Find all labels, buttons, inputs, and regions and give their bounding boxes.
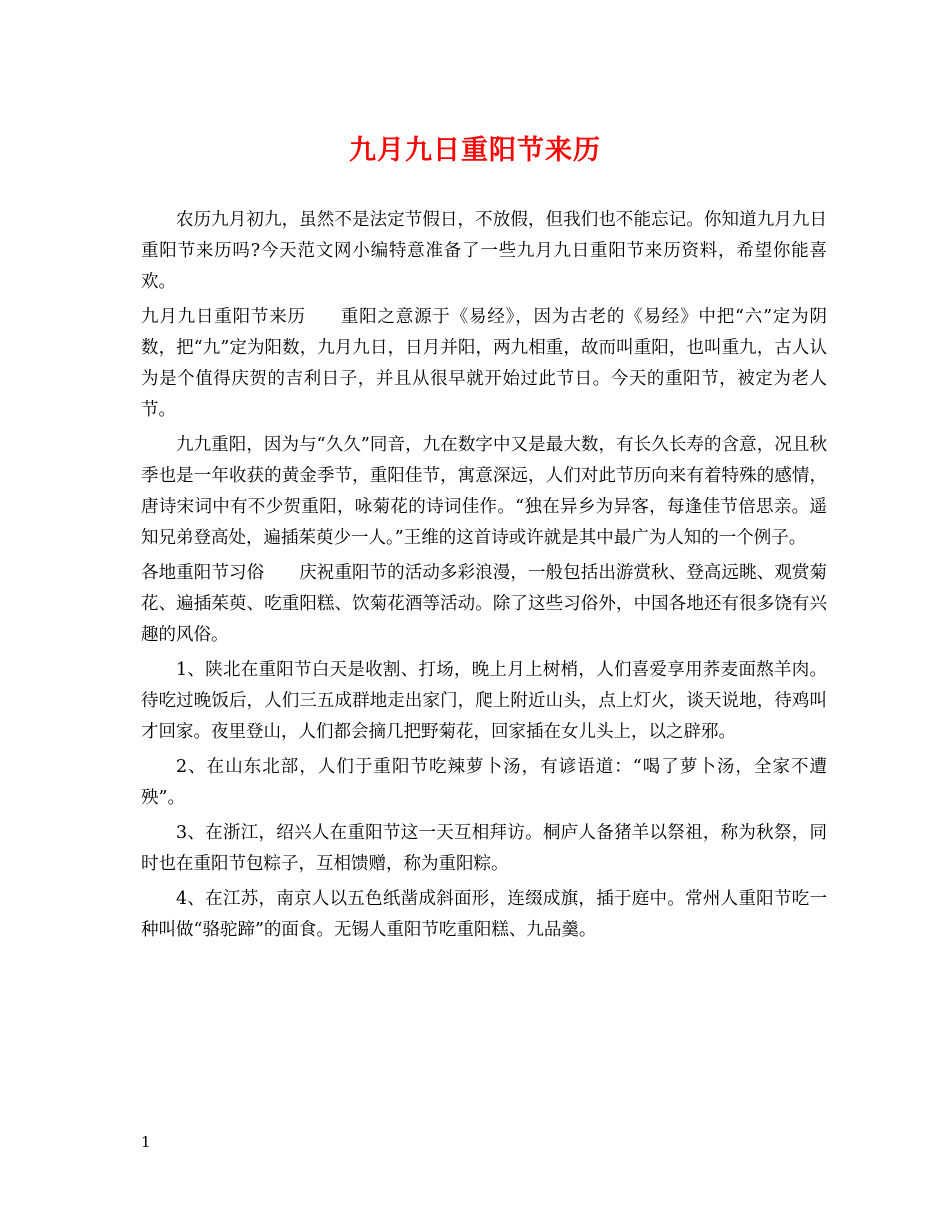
- custom-item-3: 3、在浙江，绍兴人在重阳节这一天互相拜访。桐庐人备猪羊以祭祖，称为秋祭，同时也在重阳节包粽子，互相馈赠，称为重阳粽。: [141, 823, 827, 874]
- section-paragraph-customs: [141, 558, 827, 651]
- section-text-origin: 重阳之意源于《易经》，因为古老的《易经》中把“六”定为阴数，把“九”定为阳数，九月九日，日月并阳，两九相重，故而叫重阳，也叫重九，古人认为是个值得庆贺的吉利日子，并且从很早就开始过此节日。今天的重阳节，被定为老人节。: [141, 307, 827, 420]
- section-heading-customs: 各地重阳节习俗: [141, 563, 265, 583]
- section-heading-origin: 九月九日重阳节来历: [141, 307, 306, 327]
- section-paragraph-origin: [141, 302, 827, 426]
- page-number: 1: [141, 1133, 151, 1151]
- custom-item-1: 1、陕北在重阳节白天是收割、打场，晚上月上树梢，人们喜爱享用荞麦面熬羊肉。待吃过晚饭后，人们三五成群地走出家门，爬上附近山头，点上灯火，谈天说地，待鸡叫才回家。夜里登山，人们都会摘几把野菊花，回家插在女儿头上，以之辟邪。: [141, 660, 827, 742]
- custom-item-4: 4、在江苏，南京人以五色纸凿成斜面形，连缀成旗，插于庭中。常州人重阳节吃一种叫做“骆驼蹄”的面食。无锡人重阳节吃重阳糕、九品羹。: [141, 889, 827, 940]
- paragraph-double-ninth: 九九重阳，因为与“久久”同音，九在数字中又是最大数，有长久长寿的含意，况且秋季也是一年收获的黄金季节，重阳佳节，寓意深远，人们对此节历向来有着特殊的感情，唐诗宋词中有不少贺重阳，咏菊花的诗词佳作。“独在异乡为异客，每逢佳节倍思亲。遥知兄弟登高处，遍插茱萸少一人。”王维的这首诗或许就是其中最广为人知的一个例子。: [141, 435, 827, 548]
- page-title: 九月九日重阳节来历: [349, 135, 601, 166]
- custom-item-2: 2、在山东北部，人们于重阳节吃辣萝卜汤，有谚语道：“喝了萝卜汤，全家不遭殃”。: [141, 757, 827, 808]
- intro-paragraph: 农历九月初九，虽然不是法定节假日，不放假，但我们也不能忘记。你知道九月九日重阳节来历吗?今天范文网小编特意准备了一些九月九日重阳节来历资料，希望你能喜欢。: [141, 210, 827, 292]
- section-text-customs: 庆祝重阳节的活动多彩浪漫，一般包括出游赏秋、登高远眺、观赏菊花、遍插茱萸、吃重阳糕、饮菊花酒等活动。除了这些习俗外，中国各地还有很多饶有兴趣的风俗。: [141, 563, 828, 645]
- document-body: [141, 205, 827, 950]
